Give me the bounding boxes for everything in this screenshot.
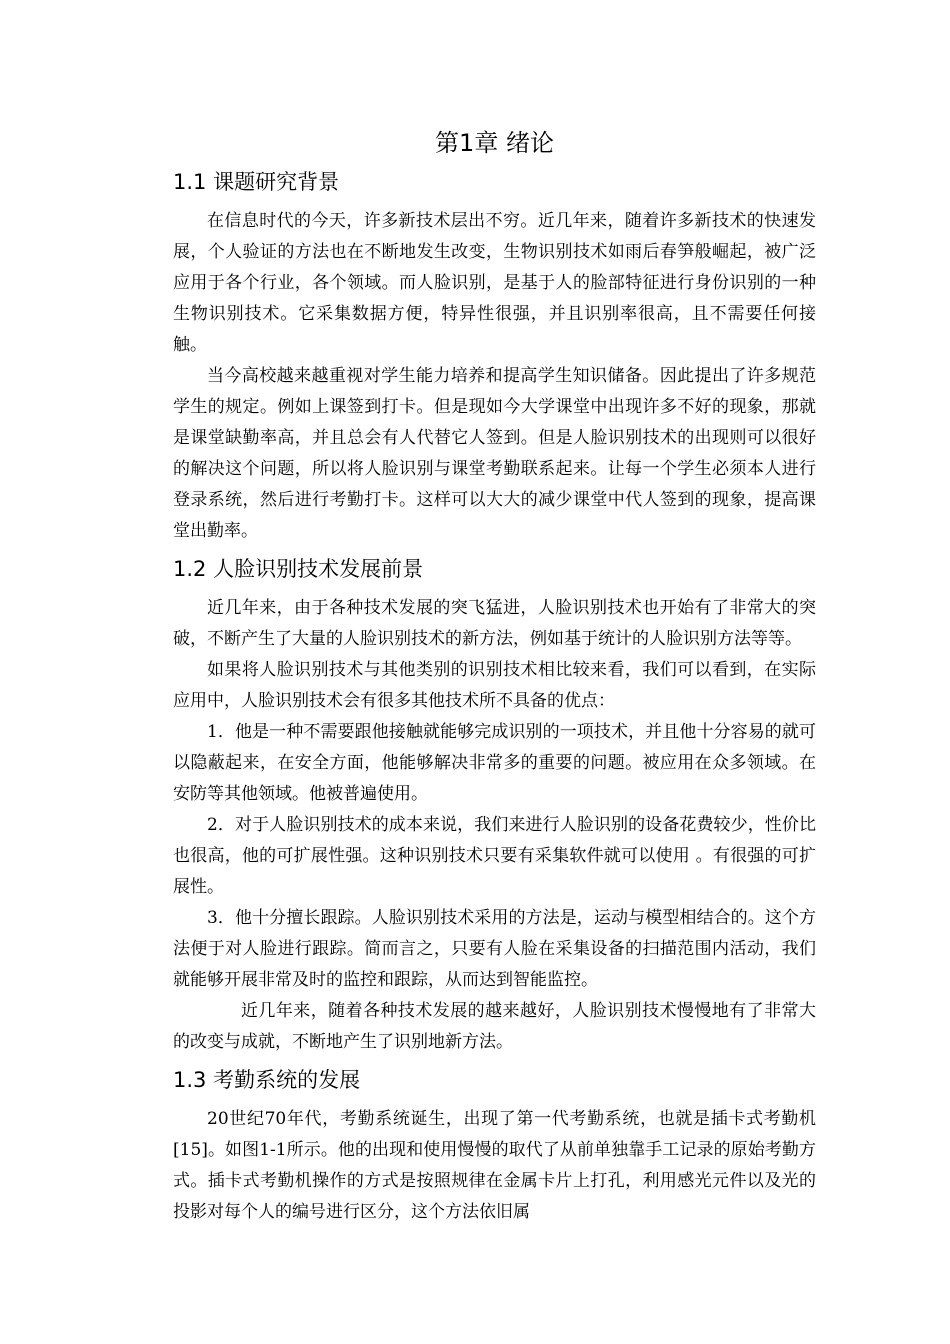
section-heading: 1.2 人脸识别技术发展前景 bbox=[173, 557, 424, 581]
section-heading: 1.1 课题研究背景 bbox=[173, 170, 340, 194]
section-1-1 bbox=[173, 168, 816, 547]
section-1-3 bbox=[173, 1066, 816, 1228]
list-item: 1．他是一种不需要跟他接触就能够完成识别的一项技术，并且他十分容易的就可以隐蔽起来，在安全方面，他能够解决非常多的重要的问题。被应用在众多领域。在安防等其他领域。他被普遍使用。 bbox=[173, 722, 816, 804]
paragraph: 如果将人脸识别技术与其他类别的识别技术相比较来看，我们可以看到，在实际应用中，人脸识别技术会有很多其他技术所不具备的优点： bbox=[173, 660, 816, 711]
paragraph: 近几年来，由于各种技术发展的突飞猛进，人脸识别技术也开始有了非常大的突破，不断产生了大量的人脸识别技术的新方法，例如基于统计的人脸识别方法等等。 bbox=[173, 598, 816, 649]
list-item: 2．对于人脸识别技术的成本来说，我们来进行人脸识别的设备花费较少，性价比也很高，他的可扩展性强。这种识别技术只要有采集软件就可以使用 。有很强的可扩展性。 bbox=[173, 815, 816, 897]
paragraph: 当今高校越来越重视对学生能力培养和提高学生知识储备。因此提出了许多规范学生的规定。例如上课签到打卡。但是现如今大学课堂中出现许多不好的现象，那就是课堂缺勤率高，并且总会有人代替它人签到。但是人脸识别技术的出现则可以很好的解决这个问题，所以将人脸识别与课堂考勤联系起来。让每一个学生必须本人进行登录系统，然后进行考勤打卡。这样可以大大的减少课堂中代人签到的现象，提高课堂出勤率。 bbox=[173, 366, 816, 541]
list-item: 3．他十分擅长跟踪。人脸识别技术采用的方法是，运动与模型相结合的。这个方法便于对人脸进行跟踪。简而言之，只要有人脸在采集设备的扫描范围内活动，我们就能够开展非常及时的监控和跟踪，从而达到智能监控。 bbox=[173, 908, 816, 990]
chapter-title: 第1章 绪论 bbox=[435, 129, 554, 157]
paragraph: 20世纪70年代，考勤系统诞生，出现了第一代考勤系统，也就是插卡式考勤机[15]。如图1-1所示。他的出现和使用慢慢的取代了从前单独靠手工记录的原始考勤方式。插卡式考勤机操作的方式是按照规律在金属卡片上打孔，利用感光元件以及光的投影对每个人的编号进行区分，这个方法依旧属 bbox=[173, 1109, 816, 1222]
paragraph: 近几年来，随着各种技术发展的越来越好，人脸识别技术慢慢地有了非常大的改变与成就，不断地产生了识别地新方法。 bbox=[173, 1001, 816, 1052]
section-heading: 1.3 考勤系统的发展 bbox=[173, 1068, 361, 1092]
page-content bbox=[173, 128, 816, 1234]
section-1-2 bbox=[173, 555, 816, 1058]
paragraph: 在信息时代的今天，许多新技术层出不穷。近几年来，随着许多新技术的快速发展，个人验证的方法也在不断地发生改变，生物识别技术如雨后春笋般崛起，被广泛应用于各个行业，各个领域。而人脸识别，是基于人的脸部特征进行身份识别的一种生物识别技术。它采集数据方便，特异性很强，并且识别率很高，且不需要任何接触。 bbox=[173, 211, 816, 355]
